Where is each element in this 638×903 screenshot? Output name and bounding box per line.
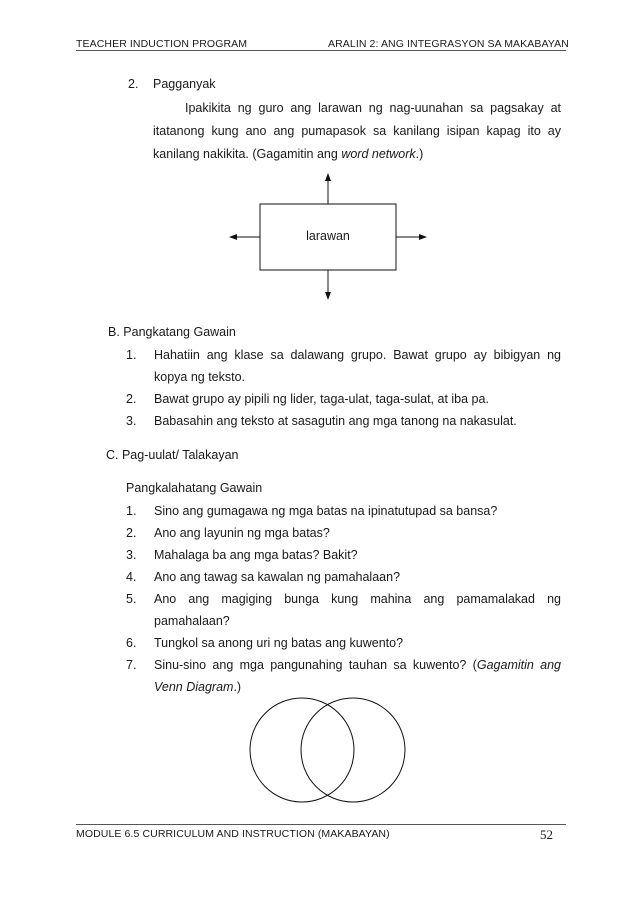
footer-left: MODULE 6.5 CURRICULUM AND INSTRUCTION (MAKABAYAN) <box>76 828 390 840</box>
list-number: 4. <box>126 570 137 584</box>
list-number: 2. <box>126 392 137 406</box>
center-label: larawan <box>306 229 350 243</box>
list-number: 3. <box>126 548 137 562</box>
list-number: 2. <box>126 526 137 540</box>
header-left: TEACHER INDUCTION PROGRAM <box>76 38 248 50</box>
list-item: Ano ang tawag sa kawalan ng pamahalaan? <box>154 570 401 584</box>
footer-rule <box>76 824 566 825</box>
venn-circle-left <box>250 698 354 802</box>
list-item-continuation: kopya ng teksto. <box>154 370 246 384</box>
section-title: C. Pag-uulat/ Talakayan <box>106 448 239 462</box>
list-item: Ano ang magiging bunga kung mahina ang pamamalakad ng <box>154 592 561 606</box>
list-item: Babasahin ang teksto at sasagutin ang mga tanong na nakasulat. <box>154 414 517 428</box>
list-item: Sino ang gumagawa ng mga batas na ipinatutupad sa bansa? <box>154 504 498 518</box>
section-title: Pagganyak <box>153 77 216 91</box>
list-number: 3. <box>126 414 137 428</box>
paragraph-line: Ipakikita ng guro ang larawan ng nag-uunahan sa pagsakay at <box>185 101 561 115</box>
header-right: ARALIN 2: ANG INTEGRASYON SA MAKABAYAN <box>328 38 569 50</box>
list-item: Hahatiin ang klase sa dalawang grupo. Bawat grupo ay bibigyan ng <box>154 348 561 362</box>
list-item: Ano ang layunin ng mga batas? <box>154 526 330 540</box>
paragraph-line: kanilang nakikita. (Gagamitin ang word network.) <box>153 147 424 161</box>
list-number: 1. <box>126 348 137 362</box>
item-number: 2. <box>128 77 139 91</box>
section-subtitle: Pangkalahatang Gawain <box>126 481 263 495</box>
list-item: Tungkol sa anong uri ng batas ang kuwento? <box>154 636 404 650</box>
list-item-continuation: pamahalaan? <box>154 614 230 628</box>
list-item: Sinu-sino ang mga pangunahing tauhan sa kuwento? (Gagamitin ang <box>154 658 561 672</box>
list-number: 7. <box>126 658 137 672</box>
list-item: Bawat grupo ay pipili ng lider, taga-ulat, taga-sulat, at iba pa. <box>154 392 489 406</box>
list-number: 6. <box>126 636 137 650</box>
list-number: 5. <box>126 592 137 606</box>
list-number: 1. <box>126 504 137 518</box>
paragraph-line: itatanong kung ano ang pumapasok sa kanilang isipan kapag ito ay <box>153 124 561 138</box>
list-item: Mahalaga ba ang mga batas? Bakit? <box>154 548 358 562</box>
list-item-continuation: Venn Diagram.) <box>154 680 242 694</box>
page-number: 52 <box>540 827 553 842</box>
section-title: B. Pangkatang Gawain <box>108 325 236 339</box>
